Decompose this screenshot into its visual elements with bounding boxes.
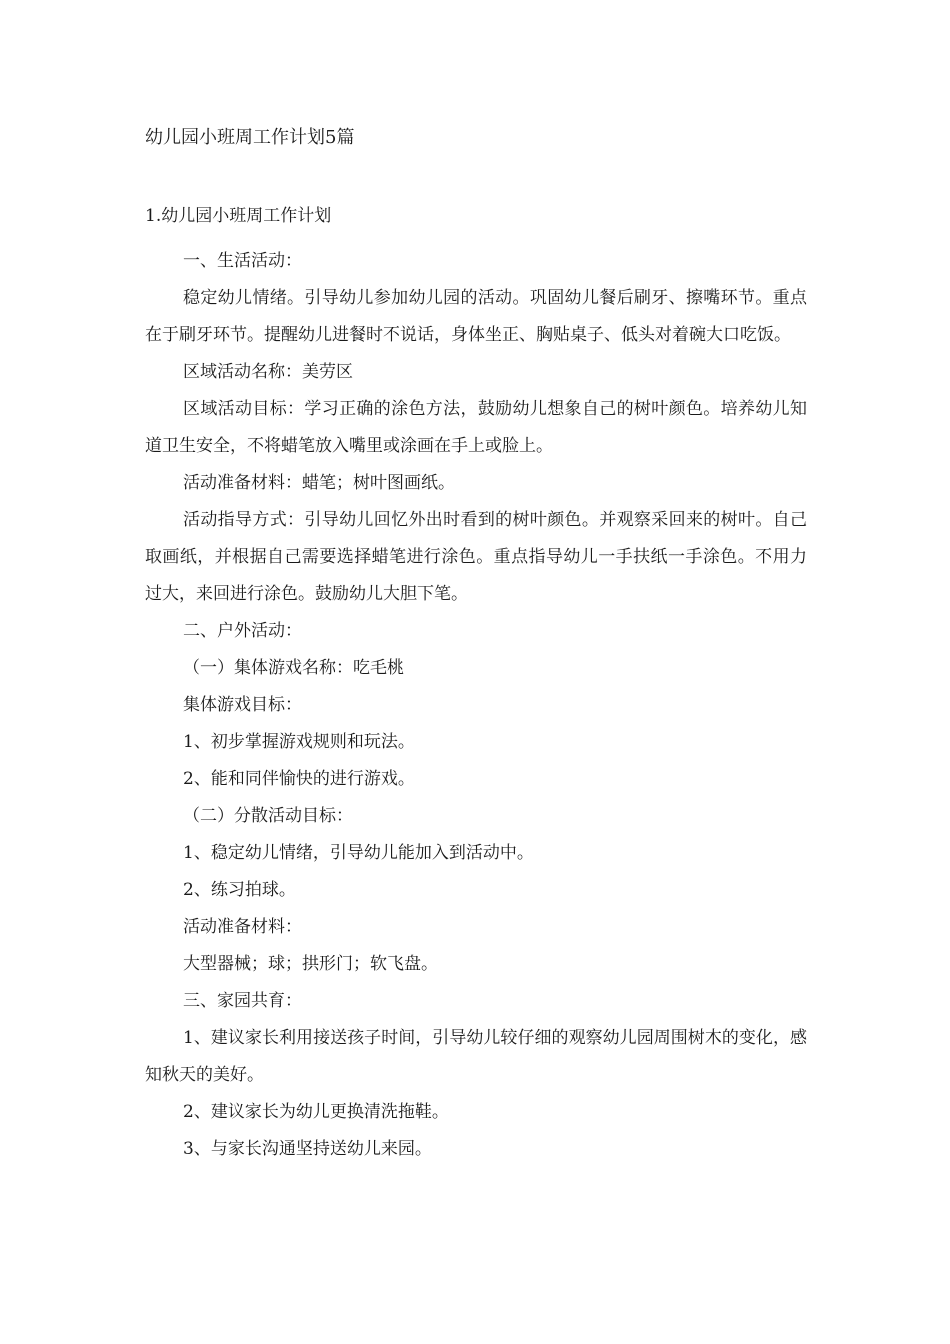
paragraph-activity-materials-heading: 活动准备材料： — [183, 917, 302, 937]
paragraph-group-game-name: （一）集体游戏名称：吃毛桃 — [183, 658, 404, 678]
list-item: 1、稳定幼儿情绪，引导幼儿能加入到活动中。 — [183, 843, 534, 863]
paragraph-materials: 活动准备材料：蜡笔；树叶图画纸。 — [183, 473, 455, 493]
list-item: 1、建议家长利用接送孩子时间，引导幼儿较仔细的观察幼儿园周围树木的变化，感知秋天的美好。 — [145, 1028, 807, 1085]
list-item: 3、与家长沟通坚持送幼儿来园。 — [183, 1139, 432, 1159]
list-item: 2、练习拍球。 — [183, 880, 296, 900]
paragraph-group-game-goal: 集体游戏目标： — [183, 695, 302, 715]
paragraph-life-activity-body: 稳定幼儿情绪。引导幼儿参加幼儿园的活动。巩固幼儿餐后刷牙、擦嘴环节。重点在于刷牙环节。提醒幼儿进餐时不说话，身体坐正、胸贴桌子、低头对着碗大口吃饭。 — [145, 288, 807, 345]
paragraph-area-activity-goal: 区域活动目标：学习正确的涂色方法，鼓励幼儿想象自己的树叶颜色。培养幼儿知道卫生安全，不将蜡笔放入嘴里或涂画在手上或脸上。 — [145, 399, 807, 456]
document-body — [145, 198, 807, 1168]
paragraph-home-school-heading: 三、家园共育： — [183, 991, 302, 1011]
document-title: 幼儿园小班周工作计划5篇 — [145, 127, 355, 148]
list-item: 1、初步掌握游戏规则和玩法。 — [183, 732, 415, 752]
paragraph-activity-materials-list: 大型器械；球；拱形门；软飞盘。 — [183, 954, 438, 974]
paragraph-outdoor-heading: 二、户外活动： — [183, 621, 302, 641]
list-item: 2、能和同伴愉快的进行游戏。 — [183, 769, 415, 789]
section-heading: 1.幼儿园小班周工作计划 — [145, 206, 332, 226]
paragraph-free-activity-goal: （二）分散活动目标： — [183, 806, 353, 826]
paragraph-life-activity-heading: 一、生活活动： — [183, 251, 302, 271]
list-item: 2、建议家长为幼儿更换清洗拖鞋。 — [183, 1102, 449, 1122]
paragraph-guidance: 活动指导方式：引导幼儿回忆外出时看到的树叶颜色。并观察采回来的树叶。自己取画纸，并根据自己需要选择蜡笔进行涂色。重点指导幼儿一手扶纸一手涂色。不用力过大，来回进行涂色。鼓励幼儿大胆下笔。 — [145, 510, 807, 604]
paragraph-area-activity-name: 区域活动名称：美劳区 — [183, 362, 353, 382]
